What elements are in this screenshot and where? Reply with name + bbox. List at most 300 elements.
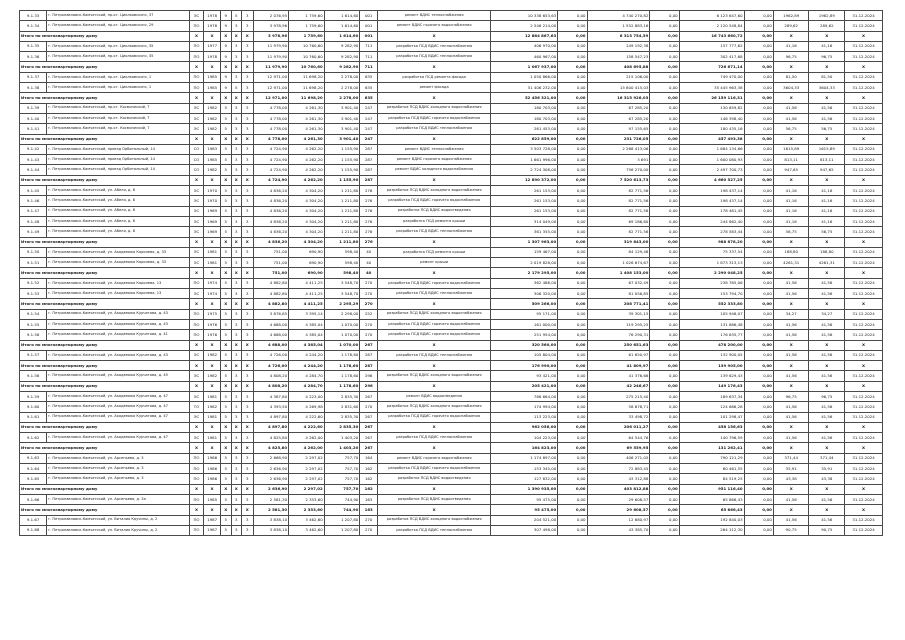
table-cell: 001 [360,31,378,41]
table-cell: 127 832,00 [491,474,558,484]
table-cell: 0,00 [650,11,679,21]
address-cell: г. Петропавловск-Камчатский, ул. Абеля, д. 8 [47,216,189,226]
table-cell: 3 [241,83,253,93]
table-cell: Х [189,93,204,103]
row-number-cell: 9.1.55 [20,319,47,329]
table-cell: 0,00 [558,309,587,319]
table-cell: 0,00 [744,31,773,41]
table-cell: 180 703,00 [491,113,558,123]
table-cell: 3 [231,247,241,257]
table-cell: Х [231,505,241,515]
table-row [20,474,883,484]
table-cell: 0,00 [558,289,587,299]
table-cell: 43 312,88 [587,474,650,484]
table-cell: 76 290,31 [587,330,650,340]
table-cell: 0,00 [744,52,773,62]
address-cell: г. Петропавловск-Камчатский, пр-кт. Космический, 7 [47,113,189,123]
table-cell: 4 836,20 [253,196,289,206]
table-cell: 9 282,90 [324,52,360,62]
row-number-cell: 9.1.48 [20,216,47,226]
table-cell: 0,00 [558,433,587,443]
table-cell: 11 979,90 [253,62,289,72]
table-cell: 4 304,20 [289,237,325,247]
table-cell: 4 222,60 [289,412,325,422]
table-cell: Х [809,237,845,247]
table-cell: 164 823,00 [491,443,558,453]
table-cell: 3 901,40 [324,134,360,144]
table-cell: 4 778,00 [253,124,289,134]
table-cell: 163 [360,494,378,504]
table-cell: 261 453,00 [491,124,558,134]
table-cell: 51 406 232,00 [491,83,558,93]
table-cell: 1 873 313,13 [679,258,744,268]
table-cell: Х [189,299,204,309]
table-cell: 0,00 [650,144,679,154]
table-cell: 1 174 897,00 [491,453,558,463]
table-cell: 4 726,00 [253,361,289,371]
table-cell: 41,56 [809,515,845,525]
table-cell: 3 [241,113,253,123]
table-cell: 2 297,02 [289,484,325,494]
table-cell: 80 461,55 [679,464,744,474]
table-cell: 690,90 [289,258,325,268]
work-type-cell: разработка ПСД ВДИС теплоснабжения [378,227,491,237]
subtotal-label: Итого по многоквартирному дому [20,361,190,371]
table-cell: 813,11 [773,155,809,165]
table-cell: 0,00 [558,361,587,371]
table-cell: 206 011,27 [587,422,650,432]
table-cell: 1 211,80 [324,227,360,237]
table-cell: 1 408 153,00 [587,268,650,278]
table-cell: 1 155,90 [324,175,360,185]
table-cell: Х [231,484,241,494]
subtotal-row [20,134,883,144]
table-cell: 0,00 [650,134,679,144]
table-cell: Х [809,422,845,432]
table-cell: 1975 [204,309,221,319]
table-cell: Х [845,505,883,515]
table-cell: 4 882,80 [253,278,289,288]
table-cell: 0,00 [558,31,587,41]
table-cell: Х [809,340,845,350]
table-cell: 10 338 653,63 [491,11,558,21]
table-cell: 3 [241,11,253,21]
table-cell: ЭС [189,113,204,123]
address-cell: г. Петропавловск-Камчатский, пр-кт. Циолковского, 1 [47,83,189,93]
table-cell: Х [241,422,253,432]
table-cell: 0,00 [558,340,587,350]
table-cell: 0,00 [558,525,587,535]
table-cell: Х [378,93,491,103]
table-cell: 0,00 [744,103,773,113]
row-number-cell: 9.1.44 [20,165,47,175]
table-cell: 5 [221,196,231,206]
table-cell: 4 740 270,82 [587,11,650,21]
table-cell: 2 353,60 [289,505,325,515]
table-cell: 4 304,20 [289,216,325,226]
table-cell: 457 493,38 [679,134,744,144]
subtotal-row [20,484,883,494]
table-cell: 9 [221,72,231,82]
table-cell: 0,00 [650,391,679,401]
table-cell: 0,00 [650,237,679,247]
table-cell: 0,00 [558,186,587,196]
table-cell: 39 301,15 [587,309,650,319]
table-cell: 4 262,20 [289,144,325,154]
table-cell: 0,00 [650,340,679,350]
table-cell: 0,00 [650,464,679,474]
table-cell: 3 876,85 [253,309,289,319]
table-cell: Х [241,237,253,247]
table-cell: 0,00 [744,330,773,340]
table-cell: 6 123 647,60 [679,11,744,21]
work-type-cell: разработка ПСД ремонта крыши [378,247,491,257]
table-cell: 11 698,20 [289,93,325,103]
table-cell: 2 278,00 [324,72,360,82]
table-cell: 33 498,72 [587,412,650,422]
table-cell: Х [189,175,204,185]
table-cell: 4 261,30 [289,134,325,144]
work-type-cell: ремонт фасада [378,83,491,93]
table-cell: 0,00 [650,319,679,329]
table-cell: 0,00 [558,350,587,360]
table-cell: ПО [189,330,204,340]
table-cell: ПО [189,453,204,463]
address-cell: г. Петропавловск-Камчатский, ул. Академика Курчатова, д. 47 [47,433,189,443]
table-cell: 3 [231,72,241,82]
table-cell: Х [189,422,204,432]
work-type-cell: разработка ПСД ВДИС водоотведения [378,206,491,216]
table-cell: Х [241,93,253,103]
table-cell: 162 [360,464,378,474]
table-cell: 3 [241,144,253,154]
table-cell: 0,00 [558,237,587,247]
table-cell: 296 [360,371,378,381]
table-cell: 1978 [204,21,221,31]
row-number-cell: 9.1.49 [20,227,47,237]
table-cell: 711 [360,52,378,62]
table-cell: Х [773,62,809,72]
table-cell: 1982 [204,165,221,175]
table-cell: 2 497 700,73 [679,165,744,175]
table-cell: 139 629,43 [679,371,744,381]
row-number-cell: 9.1.50 [20,247,47,257]
table-cell: 3 [231,216,241,226]
table-cell: 2 297,02 [289,453,325,463]
table-cell: 0,00 [650,258,679,268]
table-cell: Х [231,422,241,432]
table-cell: 403 812,88 [587,484,650,494]
table-cell: 0,00 [650,52,679,62]
table-cell: 287 [360,361,378,371]
table-cell: 31.12.2024 [845,402,883,412]
table-cell: ЭС [189,433,204,443]
table-cell: 0,00 [650,206,679,216]
table-row [20,402,883,412]
table-cell: 0,00 [650,196,679,206]
table-cell: 0,00 [650,299,679,309]
table-cell: Х [378,484,491,494]
table-cell: 278 583,44 [679,227,744,237]
table-cell: 0,00 [744,258,773,268]
table-cell: 1615,89 [773,144,809,154]
table-row [20,330,883,340]
table-cell: ПО [189,21,204,31]
table-cell: 3 548,70 [324,289,360,299]
table-cell: 4 262,20 [289,175,325,185]
table-cell: 0,00 [744,453,773,463]
table-cell: 2 581,30 [253,505,289,515]
table-cell: 276 [360,227,378,237]
address-cell: г. Петропавловск-Камчатский, ул. Академика Курчатова, д. 43 [47,309,189,319]
table-cell: 287 [360,175,378,185]
work-type-cell: ремонт ВДИС холодного водоснабжения [378,165,491,175]
table-cell: Х [231,340,241,350]
table-cell: 1982 [204,350,221,360]
table-cell: 0,00 [558,134,587,144]
table-cell: ЭС [189,289,204,299]
table-cell: Х [378,361,491,371]
work-type-cell: разработка ПСД ВДИС теплоснабжения [378,52,491,62]
table-cell: 0,00 [650,350,679,360]
table-cell: СО [189,155,204,165]
table-cell: Х [231,299,241,309]
table-cell: 65 866,43 [679,494,744,504]
table-cell: 3 462,60 [289,525,325,535]
table-cell: 4 284,70 [289,381,325,391]
row-number-cell: 9.1.35 [20,41,47,51]
table-cell: 26 159 116,31 [679,93,744,103]
work-type-cell: ремонт ВДИС горячего водоснабжения [378,453,491,463]
row-number-cell: 9.1.51 [20,258,47,268]
table-cell: 31.12.2024 [845,371,883,381]
work-type-cell: разработка ПСД ВДИС теплоснабжения [378,124,491,134]
table-cell: 3 [231,21,241,31]
table-cell: 371,44 [773,453,809,463]
table-cell: 289,62 [809,21,845,31]
table-row [20,227,883,237]
table-cell: 3 [231,113,241,123]
table-cell: 001 [360,11,378,21]
table-cell: 247 [360,124,378,134]
table-cell: 9 282,90 [324,62,360,72]
table-cell: 41,56 [809,402,845,412]
row-number-cell: 9.1.33 [20,11,47,21]
table-cell: 1977 [204,41,221,51]
table-cell: 1982 [204,371,221,381]
table-cell: 3 [241,289,253,299]
table-cell: 3 [231,453,241,463]
table-cell: 3 838,10 [253,525,289,535]
table-cell: ЭС [189,11,204,21]
table-cell: 0,00 [558,165,587,175]
table-cell: 726 671,14 [679,62,744,72]
table-cell: Х [204,299,221,309]
table-cell: 1982 [204,113,221,123]
table-cell: Х [231,93,241,103]
table-cell: 5 [231,11,241,21]
table-cell: Х [845,93,883,103]
table-cell: 97 155,65 [587,124,650,134]
table-cell: 319 843,00 [587,237,650,247]
table-cell: 3604,33 [809,83,845,93]
table-cell: 41 376,66 [587,371,650,381]
table-row [20,21,883,31]
table-cell: 41,56 [773,330,809,340]
table-cell: Х [809,299,845,309]
table-cell: 96,75 [809,391,845,401]
table-cell: 0,00 [744,227,773,237]
table-cell: 41,56 [809,319,845,329]
table-cell: ПО [189,525,204,535]
table-cell: 4 778,00 [253,113,289,123]
table-cell: 3 [241,371,253,381]
table-cell: 31.12.2024 [845,289,883,299]
table-cell: 635 [360,93,378,103]
table-cell: 3 [241,258,253,268]
table-cell: 4 262,00 [289,443,325,453]
table-cell: Х [204,340,221,350]
table-cell: 1981 [204,433,221,443]
table-cell: 0,00 [558,227,587,237]
table-cell: 307 498,00 [491,525,558,535]
table-cell: 0,00 [558,402,587,412]
table-cell: 0,00 [744,11,773,21]
table-cell: 5 [221,525,231,535]
table-cell: Х [845,134,883,144]
table-cell: 1 211,80 [324,196,360,206]
table-cell: 0,00 [744,21,773,31]
table-cell: 162 [360,474,378,484]
table-cell: 1 759,60 [289,11,325,21]
table-cell: Х [189,443,204,453]
table-cell: Х [378,340,491,350]
table-cell: 0,00 [744,474,773,484]
table-cell: 4 262,00 [289,433,325,443]
table-cell: 0,00 [650,175,679,185]
table-cell: 31.12.2024 [845,227,883,237]
table-cell: 4 387,80 [253,391,289,401]
table-cell: 1970 [204,196,221,206]
table-cell: 95 475,00 [491,505,558,515]
table-cell: 41,56 [809,494,845,504]
table-cell: Х [204,484,221,494]
table-cell: 0,00 [744,216,773,226]
table-cell: 16 743 660,72 [679,31,744,41]
table-cell: 215 106,00 [587,72,650,82]
table-cell: 3 [231,402,241,412]
table-cell: 41,16 [773,206,809,216]
table-cell: 3 [231,433,241,443]
table-cell: 31.12.2024 [845,11,883,21]
table-cell: 5 [221,464,231,474]
table-cell: 1 614,60 [324,21,360,31]
table-cell: 131 886,48 [679,319,744,329]
table-cell: 0,00 [744,412,773,422]
address-cell: г. Петропавловск-Камчатский, ул. Арсеньева, д. 3а [47,494,189,504]
row-number-cell: 9.1.57 [20,350,47,360]
table-cell: 0,00 [558,484,587,494]
table-cell: 287 [360,155,378,165]
table-cell: Х [204,175,221,185]
table-cell: Х [204,237,221,247]
table-cell: 3 [241,155,253,165]
table-cell: 0,00 [558,391,587,401]
table-cell: 2 724 308,00 [491,165,558,175]
table-cell: 362 486,00 [491,278,558,288]
work-type-cell: разработка ПСД ремонта фасада [378,72,491,82]
table-cell: 4 411,25 [289,289,325,299]
table-cell: 41,56 [809,278,845,288]
table-cell: 82 771,56 [587,186,650,196]
table-cell: 4 244,20 [289,350,325,360]
table-cell: 622 859,00 [491,134,558,144]
subtotal-row [20,237,883,247]
row-number-cell: 9.1.40 [20,113,47,123]
table-cell: 0,00 [650,289,679,299]
table-cell: ЭС [189,371,204,381]
table-cell: 31.12.2024 [845,144,883,154]
table-cell: 0,00 [744,72,773,82]
table-cell: 3 [241,330,253,340]
table-cell: 9 [221,83,231,93]
table-cell: 10 760,60 [289,62,325,72]
table-cell: 4 778,00 [253,103,289,113]
table-cell: 1985 [204,83,221,93]
table-cell: 635 [360,72,378,82]
table-cell: 31.12.2024 [845,247,883,257]
table-cell: 0,00 [558,144,587,154]
table-cell: 3 [241,474,253,484]
table-cell: 1 211,80 [324,237,360,247]
table-cell: ЭС [189,186,204,196]
table-cell: 988 878,20 [679,237,744,247]
table-cell: 0,00 [650,155,679,165]
table-cell: 1978 [204,52,221,62]
address-cell: г. Петропавловск-Камчатский, ул. Виталия Кручины, д. 2 [47,515,189,525]
table-cell: ЭС [189,103,204,113]
table-cell: 0,00 [650,474,679,484]
subtotal-label: Итого по многоквартирному дому [20,443,190,453]
table-cell: Х [204,361,221,371]
table-cell: 11 698,20 [289,83,325,93]
work-type-cell: разработка ПСД ВДИС холодного водоснабжения [378,515,491,525]
work-type-cell: разработка ПСД ВДИС холодного водоснабжения [378,103,491,113]
table-cell: 3 [231,206,241,216]
table-cell: 247 [360,103,378,113]
table-cell: 5 [221,216,231,226]
table-cell: 3 [231,196,241,206]
table-cell: 2 668,90 [253,453,289,463]
table-cell: 0,00 [744,268,773,278]
row-number-cell: 9.1.63 [20,453,47,463]
table-cell: 0,00 [650,330,679,340]
table-cell: Х [241,62,253,72]
table-cell: 250 651,63 [587,340,650,350]
table-cell: 0,00 [744,484,773,494]
table-cell: 4 808,20 [253,381,289,391]
table-cell: 1976 [204,319,221,329]
table-row [20,124,883,134]
table-cell: 0,00 [650,103,679,113]
table-cell: 790 121,29 [679,453,744,463]
table-cell: Х [773,299,809,309]
table-cell: 1 600 080,93 [679,155,744,165]
table-cell: 31.12.2024 [845,186,883,196]
table-cell: Х [221,31,231,41]
table-cell: 1985 [204,494,221,504]
table-cell: 0,00 [744,93,773,103]
